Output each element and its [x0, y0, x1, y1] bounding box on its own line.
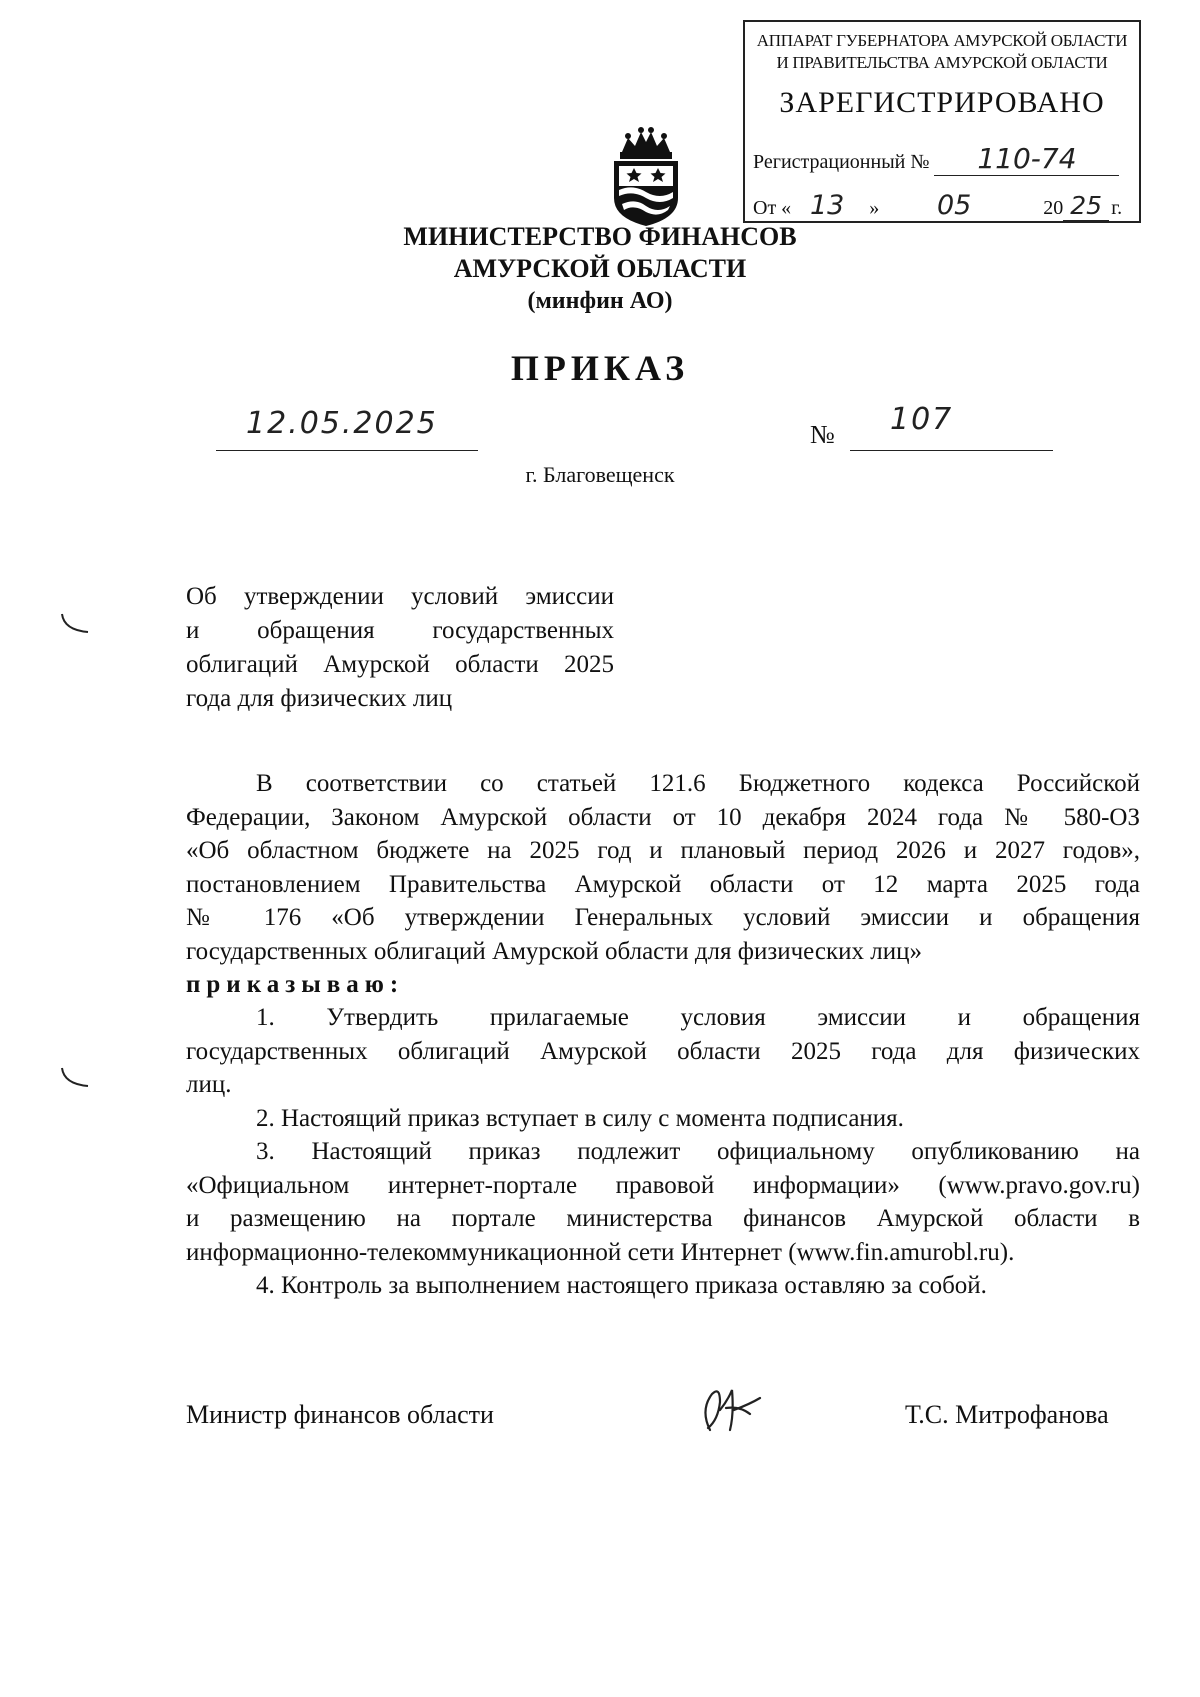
stamp-quote-close: » — [869, 197, 880, 219]
preamble — [186, 767, 1140, 1002]
ministry-name-line2: АМУРСКОЙ ОБЛАСТИ — [453, 254, 747, 283]
ministry-name-line1: МИНИСТЕРСТВО ФИНАНСОВ — [403, 222, 797, 251]
subject-line: облигаций Амурской области 2025 — [186, 651, 614, 678]
item-1-line: 1. Утвердить прилагаемые условия эмиссии и обращения — [256, 1004, 1140, 1031]
stamp-org-line2: И ПРАВИТЕЛЬСТВА АМУРСКОЙ ОБЛАСТИ — [776, 53, 1108, 72]
margin-mark-icon — [58, 612, 94, 636]
preamble-line: Федерации, Законом Амурской области от 10 декабря 2024 года № 580-ОЗ — [186, 803, 1140, 831]
preamble-line: постановлением Правительства Амурской области от 12 марта 2025 года — [186, 870, 1140, 898]
coat-of-arms-icon — [608, 126, 684, 228]
stamp-month: 05 — [879, 190, 1029, 222]
stamp-year-prefix: 20 — [1043, 197, 1064, 219]
preamble-line: В соответствии со статьей 121.6 Бюджетного кодекса Российской — [256, 770, 1140, 797]
stamp-title: ЗАРЕГИСТРИРОВАНО — [779, 86, 1105, 119]
margin-mark-icon — [58, 1066, 94, 1090]
item-1-line: государственных облигаций Амурской области 2025 года для физических — [186, 1037, 1140, 1065]
subject-line: Об утверждении условий эмиссии — [186, 583, 614, 610]
item-3-line: 3. Настоящий приказ подлежит официальному опубликованию на — [256, 1138, 1140, 1165]
doc-type-title: ПРИКАЗ — [510, 348, 690, 388]
signatory-position: Министр финансов области — [186, 1400, 494, 1429]
item-3-line: и размещению на портале министерства финансов Амурской области в — [186, 1205, 1140, 1232]
item-4: 4. Контроль за выполнением настоящего приказа оставляю за собой. — [256, 1272, 987, 1299]
preamble-line: № 176 «Об утверждении Генеральных условий эмиссии и обращения — [186, 904, 1140, 931]
ministry-short-name: (минфин АО) — [527, 288, 673, 314]
order-date-field — [216, 406, 478, 451]
handwritten-signature-icon — [690, 1380, 800, 1440]
item-2: 2. Настоящий приказ вступает в силу с момента подписания. — [256, 1104, 904, 1132]
order-date: 12.05.2025 — [246, 406, 438, 441]
preamble-line: государственных облигаций Амурской области для физических лиц» — [186, 937, 922, 965]
stamp-date-row — [753, 190, 1135, 222]
stamp-org-line1: АППАРАТ ГУБЕРНАТОРА АМУРСКОЙ ОБЛАСТИ — [756, 31, 1128, 50]
order-number-field — [850, 402, 1053, 451]
order-subject — [186, 580, 614, 716]
stamp-reg-number: 110-74 — [934, 142, 1119, 176]
subject-line: и обращения государственных — [186, 617, 614, 644]
signatory-name: Т.С. Митрофанова — [905, 1400, 1109, 1429]
order-items — [186, 1001, 1140, 1303]
stamp-reg-label: Регистрационный № — [753, 151, 930, 173]
subject-line: года для физических лиц — [186, 685, 453, 712]
stamp-year-suffix: 25 — [1063, 191, 1109, 221]
item-1-line: лиц. — [186, 1071, 232, 1098]
item-3-line: информационно-телекоммуникационной сети Интернет (www.fin.amurobl.ru). — [186, 1238, 1015, 1266]
stamp-date-prefix: От « — [753, 197, 792, 219]
city: г. Благовещенск — [525, 462, 675, 487]
stamp-year-unit: г. — [1111, 197, 1123, 219]
stamp-day: 13 — [791, 190, 863, 222]
stamp-reg-row — [753, 142, 1119, 176]
item-3-line: «Официальном интернет-портале правовой информации» (www.pravo.gov.ru) — [186, 1171, 1140, 1199]
order-number: 107 — [890, 402, 954, 437]
number-sign: № — [810, 420, 835, 449]
preamble-line: «Об областном бюджете на 2025 год и плановый период 2026 и 2027 годов», — [186, 837, 1140, 864]
registration-stamp — [743, 20, 1141, 223]
order-word: приказываю: — [186, 971, 405, 998]
